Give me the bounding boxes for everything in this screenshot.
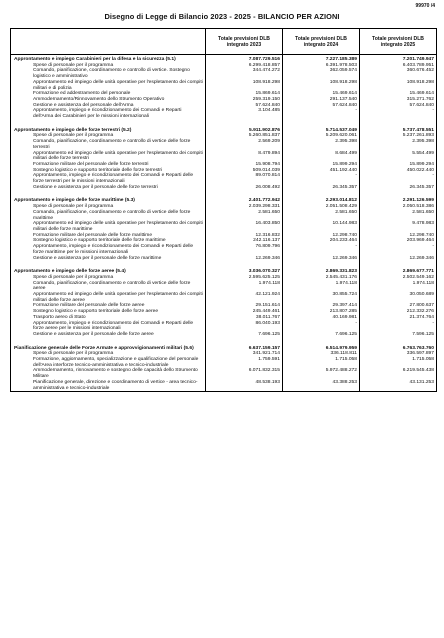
value-2023: 57.624.840 xyxy=(206,103,283,109)
value-2025: 2.291.126.599 xyxy=(360,196,437,204)
value-2025: 7.596.125 xyxy=(360,332,437,338)
row-label: Approntamento e impiego delle forze aeree (5.4) xyxy=(11,267,206,275)
value-2023: 86.040.193 xyxy=(206,321,283,332)
column-header-2023: Totale previsioni DLB integrato 2023 xyxy=(206,29,283,55)
row-label: Formazione, aggiornamento, specializzazione e qualificazione del personale dell'Area interforze tecnico-amministrativa e tecnico-industriale xyxy=(11,357,206,368)
row-label: Approntamento ed impiego delle unità operative per l'espletamento dei compiti militari delle forze marittime xyxy=(11,221,206,232)
value-2024: 213.807.285 xyxy=(283,309,360,315)
row-label: Spese di personale per il programma xyxy=(11,351,206,357)
value-2025: 12.298.740 xyxy=(360,233,437,239)
value-2023: 2.581.650 xyxy=(206,210,283,221)
program-row xyxy=(11,139,437,150)
value-2023: 26.008.492 xyxy=(206,185,283,191)
row-label: Spese di personale per il programma xyxy=(11,204,206,210)
value-2024: 5.972.488.272 xyxy=(283,368,360,379)
row-label: Trasporto aereo di Stato xyxy=(11,315,206,321)
value-2025: 6.219.545.438 xyxy=(360,368,437,379)
row-label: Spese di personale per il programma xyxy=(11,133,206,139)
budget-table xyxy=(10,28,437,392)
value-2023: 7.696.125 xyxy=(206,332,283,338)
row-label: Approntamento e impiego Carabinieri per la difesa e la sicurezza (5.1) xyxy=(11,55,206,63)
value-2023: 2.401.772.942 xyxy=(206,196,283,204)
row-label: Sostegno logistico e supporto territoriale delle forze marittime xyxy=(11,238,206,244)
value-2024: 15.469.614 xyxy=(283,91,360,97)
value-2024: 43.388.253 xyxy=(283,380,360,392)
row-label: Sostegno logistico e supporto territoriale delle forze terrestri xyxy=(11,168,206,174)
value-2024: 30.855.724 xyxy=(283,292,360,303)
row-label: Comando, pianificazione, coordinamento e controllo di vertice delle forze terrestri xyxy=(11,139,206,150)
table-body xyxy=(11,55,437,392)
column-header-2024: Totale previsioni DLB integrato 2024 xyxy=(283,29,360,55)
value-2023: 12.269.346 xyxy=(206,256,283,262)
value-2025: 203.969.464 xyxy=(360,238,437,244)
value-2025: 5.237.261.893 xyxy=(360,133,437,139)
value-2023: 42.121.924 xyxy=(206,292,283,303)
row-label: Gestione e assistenza del personale dell'Arma xyxy=(11,103,206,109)
value-2024: 6.514.979.959 xyxy=(283,344,360,352)
value-2024: 2.581.650 xyxy=(283,210,360,221)
value-2024: 291.137.540 xyxy=(283,97,360,103)
value-2023: 242.116.137 xyxy=(206,238,283,244)
value-2023: 12.316.832 xyxy=(206,233,283,239)
value-2025: 315.271.762 xyxy=(360,97,437,103)
value-2025: 27.800.637 xyxy=(360,303,437,309)
value-2024: 2.545.431.176 xyxy=(283,275,360,281)
column-header-2025: Totale previsioni DLB integrato 2025 xyxy=(360,29,437,55)
value-2024: - xyxy=(283,108,360,119)
program-row xyxy=(11,68,437,79)
value-2023: 1.759.591 xyxy=(206,357,283,368)
value-2023: 344.474.272 xyxy=(206,68,283,79)
value-2024: 5.209.620.061 xyxy=(283,133,360,139)
value-2025: 6.763.763.760 xyxy=(360,344,437,352)
value-2023: 509.014.039 xyxy=(206,168,283,174)
column-header-label xyxy=(11,29,206,55)
value-2024: 204.233.464 xyxy=(283,238,360,244)
value-2023: 341.921.714 xyxy=(206,351,283,357)
value-2025: 212.332.276 xyxy=(360,309,437,315)
value-2023: 16.403.850 xyxy=(206,221,283,232)
value-2024: - xyxy=(283,321,360,332)
value-2025: 12.269.346 xyxy=(360,256,437,262)
row-label: Ammodernamento, rinnovamento e sostegno delle capacità dello Strumento Militare xyxy=(11,368,206,379)
program-row xyxy=(11,281,437,292)
row-label: Spese di personale per il programma xyxy=(11,63,206,69)
row-label: Pianificazione generale delle Forze Armate e approvvigionamenti militari (5.6) xyxy=(11,344,206,352)
value-2025: 5.737.478.551 xyxy=(360,126,437,134)
row-label: Formazione militare del personale delle forze marittime xyxy=(11,233,206,239)
value-2023: 76.809.796 xyxy=(206,244,283,255)
row-label: Approntamento, impiego e ricondizionamento dei Comandi e Reparti delle forze terrestri per le missioni internazionali xyxy=(11,173,206,184)
value-2024: 2.395.398 xyxy=(283,139,360,150)
value-2024: 5.714.537.049 xyxy=(283,126,360,134)
value-2025: 2.581.650 xyxy=(360,210,437,221)
value-2025: 26.345.357 xyxy=(360,185,437,191)
value-2025: - xyxy=(360,173,437,184)
value-2023: 7.087.729.516 xyxy=(206,55,283,63)
value-2023: 5.911.902.876 xyxy=(206,126,283,134)
value-2024: 12.269.346 xyxy=(283,256,360,262)
program-row xyxy=(11,357,437,368)
value-2025: 2.395.398 xyxy=(360,139,437,150)
value-2023: 3.104.485 xyxy=(206,108,283,119)
value-2025: 6.403.789.951 xyxy=(360,63,437,69)
value-2023: 8.479.894 xyxy=(206,151,283,162)
value-2024: 29.397.414 xyxy=(283,303,360,309)
page-title: Disegno di Legge di Bilancio 2023 - 2025 - BILANCIO PER AZIONI xyxy=(104,12,340,21)
program-row xyxy=(11,244,437,255)
mission-row xyxy=(11,267,437,275)
value-2023: 6.637.159.157 xyxy=(206,344,283,352)
value-2024: - xyxy=(283,244,360,255)
value-2024: 10.144.983 xyxy=(283,221,360,232)
program-row xyxy=(11,221,437,232)
row-label: Spese di personale per il programma xyxy=(11,275,206,281)
row-label: Approntamento ed impiego delle unità operative per l'espletamento dei compiti militari e di polizia xyxy=(11,80,206,91)
value-2025: 7.201.749.947 xyxy=(360,55,437,63)
value-2024: 7.227.185.389 xyxy=(283,55,360,63)
value-2025: - xyxy=(360,244,437,255)
row-label: Gestione e assistenza per il personale delle forze terrestri xyxy=(11,185,206,191)
value-2023: 2.039.298.331 xyxy=(206,204,283,210)
value-2024: 336.118.811 xyxy=(283,351,360,357)
value-2023: 1.974.118 xyxy=(206,281,283,292)
program-row xyxy=(11,368,437,379)
value-2023: 29.151.614 xyxy=(206,303,283,309)
program-row xyxy=(11,173,437,184)
row-label: Comando, pianificazione, coordinamento e controllo di vertice delle forze aeree xyxy=(11,281,206,292)
program-row xyxy=(11,210,437,221)
document-number: 99970 /4 xyxy=(415,3,435,9)
program-row xyxy=(11,380,437,392)
row-label: Gestione e assistenza per il personale delle forze marittime xyxy=(11,256,206,262)
value-2025: 15.899.294 xyxy=(360,162,437,168)
value-2024: 15.899.294 xyxy=(283,162,360,168)
value-2025: 30.050.689 xyxy=(360,292,437,303)
value-2024: 7.696.125 xyxy=(283,332,360,338)
value-2024: 57.624.840 xyxy=(283,103,360,109)
value-2023: 3.036.070.327 xyxy=(206,267,283,275)
row-label: Approntamento, impiego e ricondizionamento dei Comandi e Reparti delle forze aeree per le missioni internazionali xyxy=(11,321,206,332)
row-label: Formazione militare del personale delle forze aeree xyxy=(11,303,206,309)
value-2025: 57.624.840 xyxy=(360,103,437,109)
row-label: Approntamento, impiego e ricondizionamento dei Comandi e Reparti delle forze marittime per le missioni internazionali xyxy=(11,244,206,255)
value-2023: 48.538.193 xyxy=(206,380,283,392)
value-2023: 259.319.150 xyxy=(206,97,283,103)
value-2023: 6.299.418.857 xyxy=(206,63,283,69)
value-2024: 6.391.978.503 xyxy=(283,63,360,69)
value-2025: 2.869.677.771 xyxy=(360,267,437,275)
value-2024: 8.684.499 xyxy=(283,151,360,162)
row-label: Ammodernamento/Rinnovamento dello Strumento Operativo xyxy=(11,97,206,103)
value-2025: 450.022.440 xyxy=(360,168,437,174)
value-2025: 336.597.897 xyxy=(360,351,437,357)
value-2025: 1.715.058 xyxy=(360,357,437,368)
value-2024: - xyxy=(283,173,360,184)
value-2023: 108.918.298 xyxy=(206,80,283,91)
value-2024: 2.293.014.812 xyxy=(283,196,360,204)
row-label: Formazione ed addestramento del personale xyxy=(11,91,206,97)
value-2023: 15.869.614 xyxy=(206,91,283,97)
value-2024: 1.715.058 xyxy=(283,357,360,368)
row-label: Approntamento ed impiego delle unità operative per l'espletamento dei compiti militari delle forze terrestri xyxy=(11,151,206,162)
value-2024: 40.169.981 xyxy=(283,315,360,321)
value-2025: 5.554.499 xyxy=(360,151,437,162)
row-label: Gestione e assistenza per il personale delle forze aeree xyxy=(11,332,206,338)
program-row xyxy=(11,321,437,332)
value-2024: 2.869.331.823 xyxy=(283,267,360,275)
value-2023: 38.011.767 xyxy=(206,315,283,321)
table-header-row xyxy=(11,29,437,55)
value-2023: 15.908.794 xyxy=(206,162,283,168)
value-2023: 2.569.209 xyxy=(206,139,283,150)
program-row xyxy=(11,80,437,91)
value-2024: 451.192.440 xyxy=(283,168,360,174)
program-row xyxy=(11,108,437,119)
program-row xyxy=(11,151,437,162)
row-label: Formazione militare del personale delle forze terrestri xyxy=(11,162,206,168)
value-2023: 245.449.461 xyxy=(206,309,283,315)
value-2025: 9.478.983 xyxy=(360,221,437,232)
value-2024: 12.298.740 xyxy=(283,233,360,239)
row-label: Approntamento, impiego e ricondizionamento dei Comandi e Reparti dell'Arma dei Carabinieri per le missioni internazionali xyxy=(11,108,206,119)
value-2023: 6.071.832.315 xyxy=(206,368,283,379)
row-label: Comando, pianificazione, coordinamento e controllo di vertice delle forze marittime xyxy=(11,210,206,221)
value-2025: 15.469.614 xyxy=(360,91,437,97)
value-2025: 1.974.118 xyxy=(360,281,437,292)
row-label: Comando, pianificazione, coordinamento e controllo di vertice. Sostegno logistico e amministrativo xyxy=(11,68,206,79)
value-2025: - xyxy=(360,321,437,332)
row-label: Approntamento e impiego delle forze terrestri (5.2) xyxy=(11,126,206,134)
row-label: Pianificazione generale, direzione e coordinamento di vertice - area tecnico-amministrativa e tecnico-industriale xyxy=(11,380,206,392)
row-label: Approntamento ed impiego delle unità operative per l'espletamento dei compiti militari delle forze aeree xyxy=(11,292,206,303)
value-2025: 43.131.253 xyxy=(360,380,437,392)
row-label: Sostegno logistico e supporto territoriale delle forze aeree xyxy=(11,309,206,315)
value-2025: 2.050.518.386 xyxy=(360,204,437,210)
value-2024: 2.051.508.429 xyxy=(283,204,360,210)
value-2025: 21.374.764 xyxy=(360,315,437,321)
value-2025: 360.676.452 xyxy=(360,68,437,79)
value-2023: 2.595.625.125 xyxy=(206,275,283,281)
value-2025: 108.918.298 xyxy=(360,80,437,91)
mission-row xyxy=(11,55,437,63)
value-2024: 1.974.118 xyxy=(283,281,360,292)
value-2025: - xyxy=(360,108,437,119)
row-label: Approntamento e impiego delle forze marittime (5.3) xyxy=(11,196,206,204)
value-2025: 2.502.549.162 xyxy=(360,275,437,281)
value-2023: 89.070.814 xyxy=(206,173,283,184)
value-2023: 5.260.851.837 xyxy=(206,133,283,139)
value-2024: 362.059.574 xyxy=(283,68,360,79)
value-2024: 26.345.357 xyxy=(283,185,360,191)
program-row xyxy=(11,292,437,303)
value-2024: 108.918.298 xyxy=(283,80,360,91)
